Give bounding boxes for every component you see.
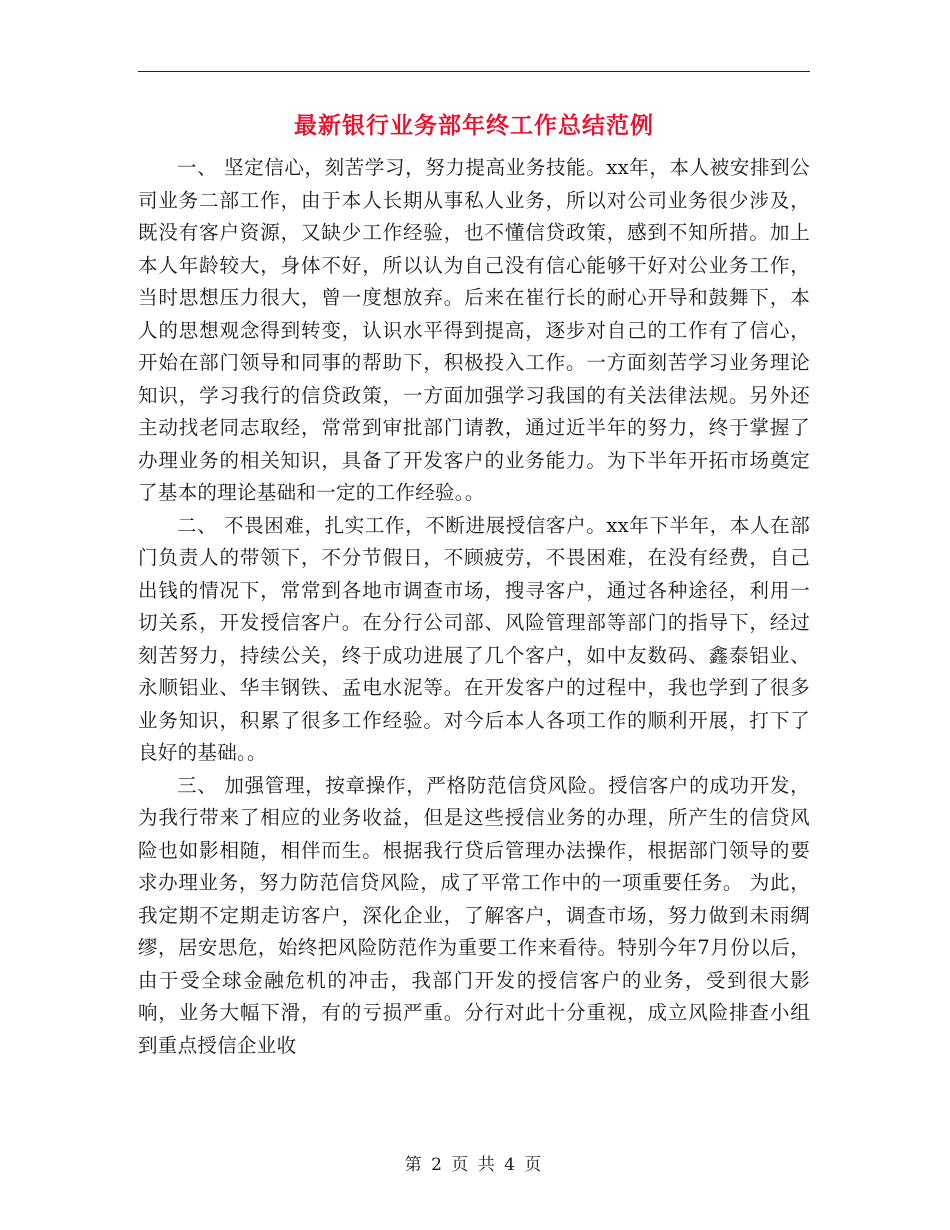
paragraph-3: 三、 加强管理，按章操作，严格防范信贷风险。授信客户的成功开发，为我行带来了相应的业务收益，但是这些授信业务的办理，所产生的信贷风险也如影相随，相伴而生。根据我行贷后管理办法操作，根据部门领导的要求办理业务，努力防范信贷风险，成了平常工作中的一项重要任务。 为此，我定期不定期走访客户，深化企业，了解客户，调查市场，努力做到未雨绸缪，居安思危，始终把风险防范作为重要工作来看待。特别今年7月份以后，由于受全球金融危机的冲击，我部门开发的授信客户的业务，受到很大影响，业务大幅下滑，有的亏损严重。分行对此十分重视，成立风险排查小组到重点授信企业收 bbox=[138, 773, 810, 1057]
document-title: 最新银行业务部年终工作总结范例 bbox=[294, 112, 654, 139]
page-number-footer: 第 2 页 共 4 页 bbox=[404, 1155, 544, 1175]
paragraph-2: 二、 不畏困难，扎实工作，不断进展授信客户。xx年下半年，本人在部门负责人的带领下，不分节假日，不顾疲劳，不畏困难，在没有经费，自己出钱的情况下，常常到各地市调查市场，搜寻客户，通过各种途径，利用一切关系，开发授信客户。在分行公司部、风险管理部等部门的指导下，经过刻苦努力，持续公关，终于成功进展了几个客户，如中友数码、鑫泰铝业、永顺铝业、华丰钢铁、孟电水泥等。在开发客户的过程中，我也学到了很多业务知识，积累了很多工作经验。对今后本人各项工作的顺利开展，打下了良好的基础。。 bbox=[138, 513, 810, 764]
paragraph-1: 一、 坚定信心，刻苦学习，努力提高业务技能。xx年，本人被安排到公司业务二部工作，由于本人长期从事私人业务，所以对公司业务很少涉及，既没有客户资源，又缺少工作经验，也不懂信贷政策，感到不知所措。加上本人年龄较大，身体不好，所以认为自己没有信心能够干好对公业务工作，当时思想压力很大，曾一度想放弃。后来在崔行长的耐心开导和鼓舞下，本人的思想观念得到转变，认识水平得到提高，逐步对自己的工作有了信心，开始在部门领导和同事的帮助下，积极投入工作。一方面刻苦学习业务理论知识，学习我行的信贷政策，一方面加强学习我国的有关法律法规。另外还主动找老同志取经，常常到审批部门请教，通过近半年的努力，终于掌握了办理业务的相关知识，具备了开发客户的业务能力。为下半年开拓市场奠定了基本的理论基础和一定的工作经验。。 bbox=[138, 156, 810, 504]
header-rule bbox=[138, 71, 810, 72]
document-body bbox=[138, 152, 810, 1062]
